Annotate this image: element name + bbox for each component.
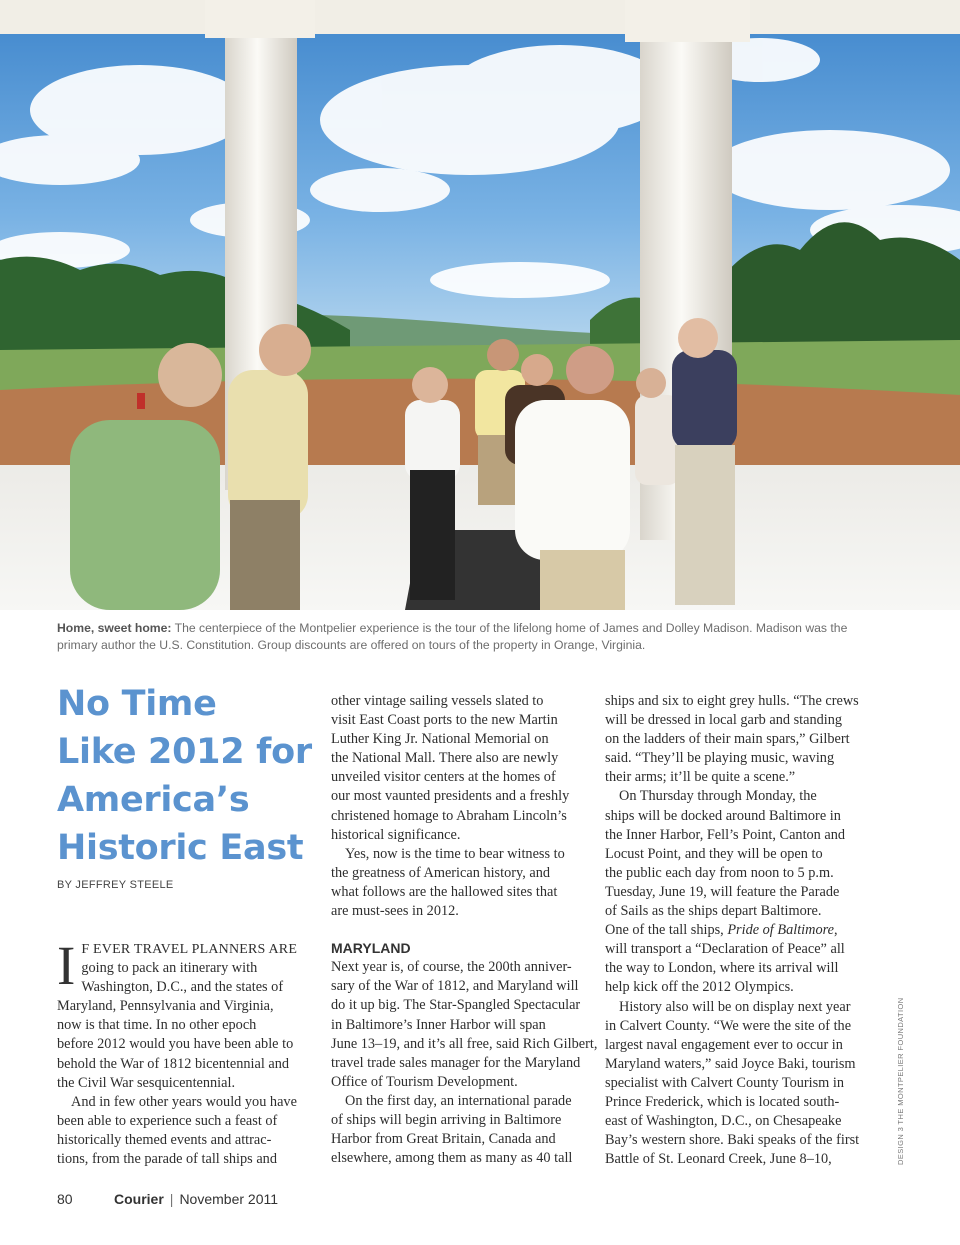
footer-separator: | bbox=[169, 1191, 174, 1207]
photo-credit: DESIGN 3 THE MONTPELIER FOUNDATION bbox=[896, 997, 905, 1165]
text-line: the public each day from noon to 5 p.m. bbox=[605, 864, 834, 881]
text-line: of ships will begin arriving in Baltimore bbox=[331, 1111, 562, 1128]
text-line: of Sails as the ships depart Baltimore. bbox=[605, 903, 822, 920]
text-line: the way to London, where its arrival will bbox=[605, 960, 839, 977]
text-line: Locust Point, and they will be open to bbox=[605, 845, 823, 862]
text-line: now is that time. In no other epoch bbox=[57, 1017, 257, 1034]
headline-line: No Time bbox=[57, 684, 217, 724]
text-line: are must-sees in 2012. bbox=[331, 903, 459, 920]
text-line: specialist with Calvert County Tourism in bbox=[605, 1074, 844, 1091]
section-subhead-maryland: MARYLAND bbox=[331, 940, 411, 957]
text-line: going to pack an itinerary with bbox=[81, 960, 258, 977]
text-line: our most vaunted presidents and a freshly bbox=[331, 788, 570, 805]
text-line: will transport a “Declaration of Peace” all bbox=[605, 941, 845, 958]
text-line: tions, from the parade of tall ships and bbox=[57, 1151, 277, 1168]
article-column-2 bbox=[331, 692, 598, 1168]
caption-lead: Home, sweet home: bbox=[57, 621, 172, 635]
text-line: ships and six to eight grey hulls. “The crews bbox=[605, 693, 859, 709]
photo-caption bbox=[57, 620, 857, 653]
text-line: do it up big. The Star-Spangled Spectacular bbox=[331, 997, 581, 1014]
text-line: the National Mall. There also are newly bbox=[331, 750, 559, 767]
text-line: Washington, D.C., and the states of bbox=[81, 979, 284, 996]
hero-photo bbox=[0, 0, 960, 610]
caption-text: The centerpiece of the Montpelier experience is the tour of the lifelong home of James and Dolley Madison. Madison was the primary author the U.S. Constitution. Group discounts are offered on tours of the property in Orange, Virginia. bbox=[57, 621, 848, 652]
text-line: in Baltimore’s Inner Harbor will span bbox=[331, 1016, 546, 1033]
text-line: other vintage sailing vessels slated to bbox=[331, 693, 544, 709]
text-line: before 2012 would you have been able to bbox=[57, 1036, 294, 1053]
text-line: said. “They’ll be playing music, waving bbox=[605, 750, 835, 767]
text-line: ships will be docked around Baltimore in bbox=[605, 807, 841, 824]
text-line: been able to experience such a feast of bbox=[57, 1112, 278, 1129]
text-line: their arms; it’ll be quite a scene.” bbox=[605, 769, 796, 786]
article-headline bbox=[57, 680, 327, 872]
text-line: Next year is, of course, the 200th anniver- bbox=[331, 959, 572, 976]
text-line: Prince Frederick, which is located south- bbox=[605, 1093, 840, 1110]
byline: BY JEFFREY STEELE bbox=[57, 879, 174, 891]
text-line: behold the War of 1812 bicentennial and bbox=[57, 1055, 290, 1072]
text-line: Maryland waters,” said Joyce Baki, tourism bbox=[605, 1055, 856, 1072]
article-column-3 bbox=[605, 692, 863, 1169]
headline-line: America’s bbox=[57, 780, 250, 820]
magazine-name: Courier bbox=[114, 1191, 164, 1207]
text-line: historical significance. bbox=[331, 826, 461, 843]
headline-line: Like 2012 for bbox=[57, 732, 312, 772]
text-line: On the first day, an international parade bbox=[345, 1092, 572, 1109]
text-line: largest naval engagement ever to occur in bbox=[605, 1036, 843, 1053]
text-line: unveiled visitor centers at the homes of bbox=[331, 769, 556, 786]
text-line: help kick off the 2012 Olympics. bbox=[605, 979, 794, 996]
text-line: Harbor from Great Britain, Canada and bbox=[331, 1131, 556, 1148]
text-line: Office of Tourism Development. bbox=[331, 1073, 518, 1090]
text-line: christened homage to Abraham Lincoln’s bbox=[331, 807, 567, 824]
text-line: Battle of St. Leonard Creek, June 8–10, bbox=[605, 1151, 832, 1168]
text-line: Bay’s western shore. Baki speaks of the first bbox=[605, 1132, 860, 1149]
text-line: will be dressed in local garb and standing bbox=[605, 712, 843, 729]
text-line: east of Washington, D.C., on Chesapeake bbox=[605, 1113, 842, 1130]
text-line: F EVER TRAVEL PLANNERS ARE bbox=[81, 942, 298, 957]
drop-cap: I bbox=[57, 935, 76, 996]
text-line: the Inner Harbor, Fell’s Point, Canton and bbox=[605, 826, 846, 843]
text-line: And in few other years would you have bbox=[71, 1093, 297, 1110]
text-line: travel trade sales manager for the Maryland bbox=[331, 1054, 581, 1071]
text-line: visit East Coast ports to the new Martin bbox=[331, 712, 558, 729]
text-line: June 13–19, and it’s all free, said Rich Gilbert, bbox=[331, 1035, 598, 1052]
text-line: historically themed events and attrac- bbox=[57, 1131, 272, 1148]
headline-line: Historic East bbox=[57, 828, 304, 868]
page-number: 80 bbox=[57, 1191, 73, 1207]
text-line: sary of the War of 1812, and Maryland will bbox=[331, 978, 579, 995]
ship-name: Pride of Baltimore bbox=[727, 922, 834, 939]
text-line: the greatness of American history, and bbox=[331, 864, 551, 881]
text-line: Yes, now is the time to bear witness to bbox=[345, 845, 565, 862]
text-line: in Calvert County. “We were the site of the bbox=[605, 1017, 852, 1034]
article-column-1 bbox=[57, 935, 315, 1169]
text-line: Tuesday, June 19, will feature the Parade bbox=[605, 883, 840, 900]
text-line: the Civil War sesquicentennial. bbox=[57, 1074, 236, 1091]
text-line: Maryland, Pennsylvania and Virginia, bbox=[57, 998, 274, 1015]
text-line: elsewhere, among them as many as 40 tall bbox=[331, 1150, 573, 1167]
porch-scene-image bbox=[0, 0, 960, 610]
text-line: On Thursday through Monday, the bbox=[619, 788, 817, 805]
text-line: on the ladders of their main spars,” Gilbert bbox=[605, 731, 850, 748]
text-fragment: One of the tall ships, bbox=[605, 922, 728, 939]
issue-date: November 2011 bbox=[179, 1191, 279, 1207]
page-footer bbox=[57, 1191, 278, 1207]
text-fragment: , bbox=[834, 922, 838, 939]
text-line: what follows are the hallowed sites that bbox=[331, 883, 558, 900]
text-line: History also will be on display next year bbox=[619, 998, 851, 1015]
text-line: Luther King Jr. National Memorial on bbox=[331, 731, 549, 748]
text-line bbox=[605, 921, 863, 940]
